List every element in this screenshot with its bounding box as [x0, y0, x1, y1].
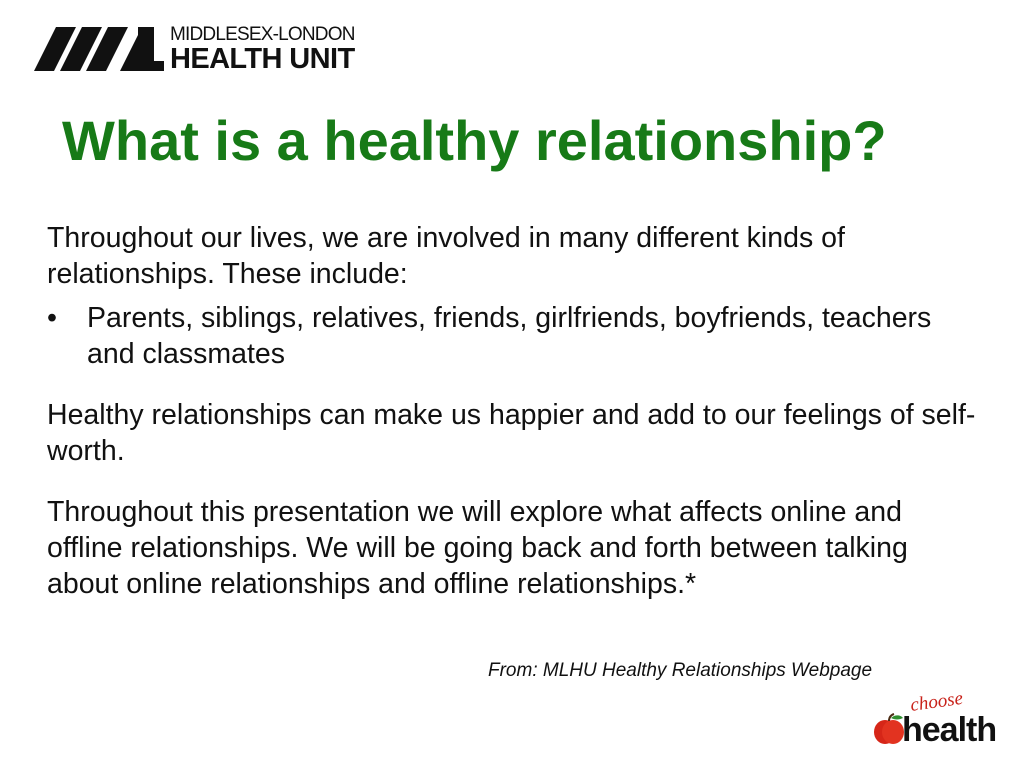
- ml-logo-mark: [34, 27, 164, 71]
- org-name-line2: HEALTH UNIT: [170, 43, 355, 75]
- presentation-paragraph: Throughout this presentation we will explore what affects online and offline relationships. We will be going back and forth between talking about online relationships and offline relationships.*: [47, 496, 908, 600]
- mlhu-logo-text: [170, 24, 384, 76]
- apple-icon: [872, 712, 906, 746]
- source-citation: From: MLHU Healthy Relationships Webpage: [488, 660, 873, 681]
- health-wordmark: health: [902, 711, 997, 749]
- slide-title: What is a healthy relationship?: [62, 109, 887, 172]
- intro-paragraph: Throughout our lives, we are involved in many different kinds of relationships. These include:: [47, 222, 845, 290]
- benefits-paragraph: Healthy relationships can make us happier and add to our feelings of self-worth.: [47, 399, 976, 467]
- org-name-line1: MIDDLESEX-LONDON: [170, 24, 355, 45]
- bullet-text: Parents, siblings, relatives, friends, girlfriends, boyfriends, teachers and classmates: [87, 302, 932, 370]
- slide-body: [47, 220, 977, 602]
- choose-health-logo: [868, 687, 1010, 752]
- bullet-item: [47, 300, 977, 372]
- mlhu-logo: [34, 24, 384, 76]
- choose-wordmark: choose: [909, 687, 965, 716]
- bullet-dot: •: [47, 302, 57, 334]
